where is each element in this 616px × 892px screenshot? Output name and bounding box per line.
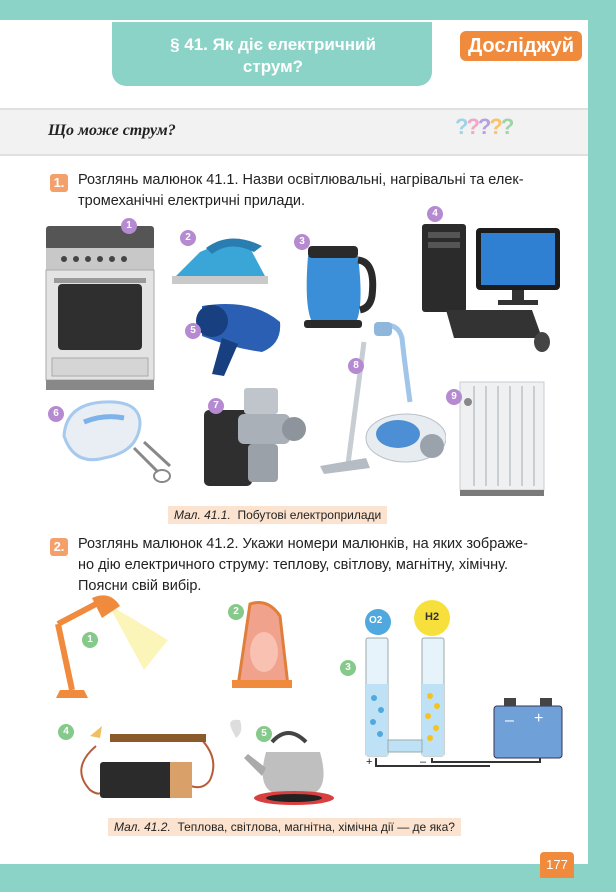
appliance-badge-8: 8 [348, 358, 364, 374]
appliance-badge-5: 5 [185, 323, 201, 339]
vacuum-cleaner-illustration [318, 318, 446, 476]
title-line-2: струм? [242, 57, 304, 76]
appliance-badge-7: 7 [208, 398, 224, 414]
task-1-line-1: Розглянь малюнок 41.1. Назви освітлювальні, нагрівальні та елек- [78, 172, 524, 188]
subheader-text: Що може струм? [48, 122, 176, 139]
effect-badge-1: 1 [82, 632, 98, 648]
effect-badge-2: 2 [228, 604, 244, 620]
title-line-1: § 41. Як діє електричний [170, 35, 376, 54]
page-number: 177 [540, 852, 574, 878]
electrode-plus: + [366, 756, 373, 768]
appliance-badge-1: 1 [121, 218, 137, 234]
appliance-badge-9: 9 [446, 389, 462, 405]
kettle-illustration [298, 236, 378, 330]
kettle-on-stove-illustration [226, 718, 346, 808]
effect-badge-4: 4 [58, 724, 74, 740]
right-band [586, 0, 616, 892]
question-marks-decor: ????? [455, 114, 513, 139]
task-2-line-3: Поясни свій вибір. [78, 578, 202, 594]
figure-41-2-caption [108, 818, 461, 836]
mixer-illustration [54, 396, 180, 492]
task-2-number: 2. [50, 538, 68, 556]
page-title [118, 34, 428, 78]
appliance-badge-2: 2 [180, 230, 196, 246]
oil-heater-illustration [456, 378, 550, 502]
o2-label: O2 [369, 615, 383, 626]
task-1-text [78, 170, 568, 212]
appliance-badge-4: 4 [427, 206, 443, 222]
electromagnet-illustration [70, 718, 220, 814]
battery-plus: + [534, 710, 544, 727]
figure-41-2-label: Мал. 41.2. [114, 820, 171, 834]
appliance-badge-6: 6 [48, 406, 64, 422]
figure-41-1-label: Мал. 41.1. [174, 508, 231, 522]
task-2-text [78, 534, 568, 597]
appliance-badge-3: 3 [294, 234, 310, 250]
task-1-number: 1. [50, 174, 68, 192]
task-2-line-2: но дію електричного струму: теплову, світлову, магнітну, хімічну. [78, 557, 508, 573]
h2-label: H2 [425, 611, 440, 623]
task-1-line-2: тромеханічні електричні прилади. [78, 193, 306, 209]
figure-41-1-caption [168, 506, 387, 524]
section-tag: Досліджуй [460, 31, 582, 61]
bottom-band [0, 862, 616, 892]
task-2-line-1: Розглянь малюнок 41.2. Укажи номери малюнків, на яких зображе- [78, 536, 528, 552]
stove-illustration [44, 222, 156, 394]
electrode-minus: – [420, 756, 427, 768]
desk-lamp-illustration [48, 590, 168, 702]
figure-41-2-text: Теплова, світлова, магнітна, хімічна дії — де яка? [177, 820, 455, 834]
battery-minus: – [505, 712, 514, 729]
effect-badge-3: 3 [340, 660, 356, 676]
effect-badge-5: 5 [256, 726, 272, 742]
figure-41-1-text: Побутові електроприлади [237, 508, 382, 522]
